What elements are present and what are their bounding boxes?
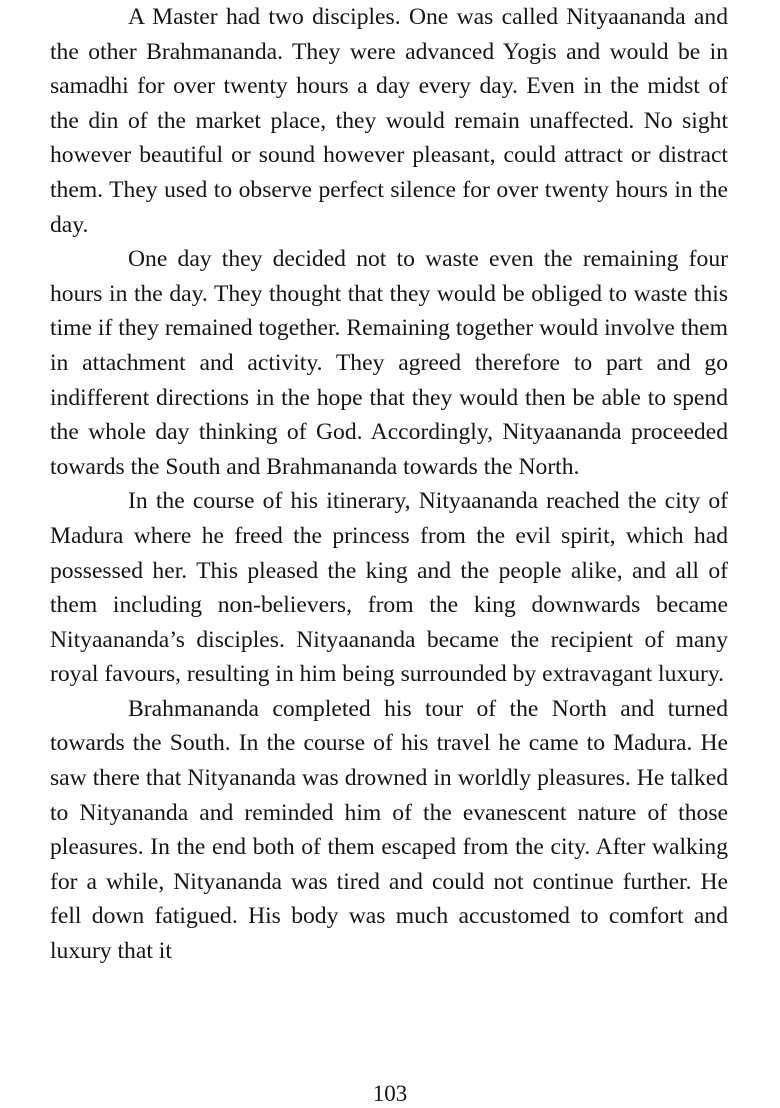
paragraph-2: One day they decided not to waste even the remaining four hours in the day. They thought that they would be obliged to waste this time if they remained together. Remaining together would involve them in attachment and activity. They agreed therefore to part and go indifferent directions in the hope that they would then be able to spend the whole day thinking of God. Accordingly, Nityaananda proceeded towards the South and Brahmananda towards the North. bbox=[50, 246, 728, 480]
page-body bbox=[50, 0, 728, 969]
page-number: 103 bbox=[372, 1081, 408, 1106]
paragraph-4: Brahmananda completed his tour of the North and turned towards the South. In the course of his travel he came to Madura. He saw there that Nityananda was drowned in worldly pleasures. He talked to Nityananda and reminded him of the evanescent nature of those pleasures. In the end both of them escaped from the city. After walking for a while, Nityananda was tired and could not continue further. He fell down fatigued. His body was much accustomed to comfort and luxury that it bbox=[50, 695, 728, 965]
paragraph-3: In the course of his itinerary, Nityaananda reached the city of Madura where he freed the princess from the evil spirit, which had possessed her. This pleased the king and the people alike, and all of them including non-believers, from the king downwards became Nityaananda’s disciples. Nityaananda became the recipient of many royal favours, resulting in him being surrounded by extravagant luxury. bbox=[50, 488, 728, 688]
paragraph-1: A Master had two disciples. One was called Nityaananda and the other Brahmananda. They were advanced Yogis and would be in samadhi for over twenty hours a day every day. Even in the midst of the din of the market place, they would remain unaffected. No sight however beautiful or sound however pleasant, could attract or distract them. They used to observe perfect silence for over twenty hours in the day. bbox=[50, 4, 728, 238]
